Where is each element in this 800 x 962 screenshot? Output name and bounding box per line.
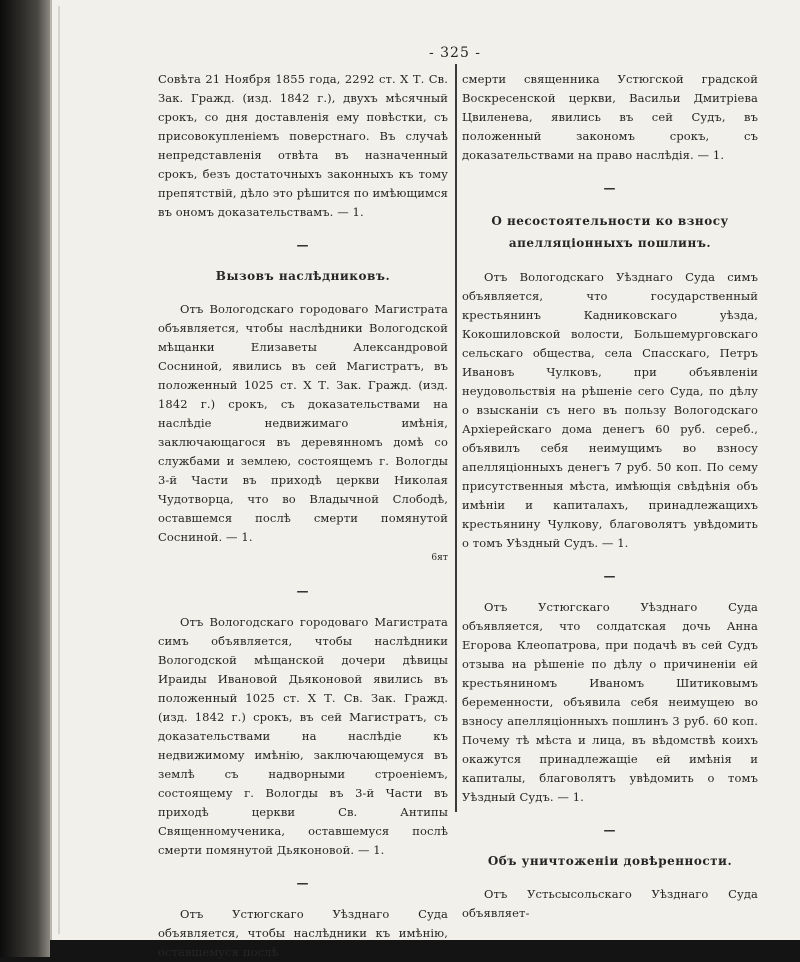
- heading-power-of-attorney: Объ уничтоженіи довѣренности.: [487, 854, 733, 868]
- page-number: - 325 -: [428, 45, 482, 61]
- separator-dash: —: [296, 584, 310, 598]
- separator-dash: —: [603, 181, 617, 195]
- notice-paragraph: Отъ Вологодскаго городоваго Магистрата объявляется, чтобы наслѣдники Вологодской мѣщанки Елизаветы Александровой Сосниной, явились въ сей Магистратъ, въ положенный 1025 ст. Х Т. Зак. Гражд. (изд. 1842 г.) срокъ, съ доказательствами на наслѣдіе недвижимаго имѣнія, заключающагося въ деревянномъ домѣ со службами и землею, состоящемъ г. Вологды 3-й Части въ приходѣ церкви Николая Чудотворца, что во Владычной Слободѣ, оставшемся послѣ смерти помянутой Сосниной. — 1.: [158, 302, 448, 544]
- notice-paragraph: Отъ Устюгскаго Уѣзднаго Суда объявляется, что солдатская дочь Анна Егорова Клеопатрова, при подачѣ въ сей Судъ отзыва на рѣшеніе по дѣлу о причиненіи ей крестьяниномъ Иваномъ Шитиковымъ беременности, объявила себя неимущею во взносу апелляціонныхъ пошлинъ 3 руб. 60 коп. Почему тѣ мѣста и лица, въ вѣдомствѣ коихъ окажутся принадлежащіе ей имѣнія и капиталы, благоволятъ увѣдомить о томъ Уѣздный Судъ. — 1.: [462, 600, 758, 804]
- page-edge: [58, 6, 60, 934]
- separator-dash: —: [296, 238, 310, 252]
- separator-dash: —: [603, 569, 617, 583]
- catchword: 6ят: [431, 553, 448, 563]
- continued-paragraph: Совѣта 21 Ноября 1855 года, 2292 ст. Х Т. Св. Зак. Гражд. (изд. 1842 г.), двухъ мѣсячный срокъ, со дня доставленія ему повѣстки, съ присовокупленіемъ поверстнаго. Въ случаѣ непредставленія отвѣта въ назначенный срокъ, безъ достаточныхъ законныхъ къ тому препятствій, дѣло это рѣшится по имѣющимся въ ономъ доказательствамъ. — 1.: [158, 72, 448, 219]
- continued-paragraph: смерти священника Устюгской градской Воскресенской церкви, Васильи Дмитріева Цвиленева, явились въ сей Судъ, въ положенный закономъ срокъ, съ доказательствами на право наслѣдія. — 1.: [462, 72, 758, 162]
- notice-paragraph: Отъ Устюгскаго Уѣзднаго Суда объявляется, чтобы наслѣдники къ имѣнію, оставшемуся послѣ: [158, 907, 448, 959]
- separator-dash: —: [603, 823, 617, 837]
- notice-paragraph: Отъ Вологодскаго городоваго Магистрата симъ объявляется, чтобы наслѣдники Вологодской мѣщанской дочери дѣвицы Ираиды Ивановой Дьяконовой явились въ положенный 1025 ст. Х Т. Св. Зак. Гражд. (изд. 1842 г.) срокъ, въ сей Магистратъ, съ доказательствами на наслѣдіе къ недвижимому имѣнію, заключающемуся въ землѣ съ надворными строеніемъ, состоящему г. Вологды въ 3-й Части въ приходѣ церкви Св. Антипы Священномученика, оставшемуся послѣ смерти помянутой Дьяконовой. — 1.: [158, 615, 448, 857]
- book-spine: [0, 0, 50, 957]
- heading-heirs-call: Вызовъ наслѣдниковъ.: [215, 269, 391, 283]
- heading-insolvency: О несостоятельности ко взносу апелляціонныхъ пошлинъ.: [491, 214, 729, 250]
- right-column: [462, 70, 758, 923]
- separator-dash: —: [296, 876, 310, 890]
- notice-paragraph: Отъ Устьсысольскаго Уѣзднаго Суда объявляет-: [462, 887, 758, 920]
- left-column: [158, 70, 448, 962]
- column-divider: [455, 64, 457, 812]
- notice-paragraph: Отъ Вологодскаго Уѣзднаго Суда симъ объявляется, что государственный крестьянинъ Кадниковскаго уѣзда, Кокошиловской волости, Большемурговскаго сельскаго общества, села Спасскаго, Петръ Ивановъ Чулковъ, при объявленіи неудовольствія на рѣшеніе сего Суда, по дѣлу о взысканіи съ него въ пользу Вологодскаго Архіерейскаго дома денегъ 60 руб. сереб., объявилъ себя неимущимъ во взносу апелляціонныхъ денегъ 7 руб. 50 коп. По сему присутственныя мѣста, имѣющія свѣдѣнія объ имѣніи и капиталахъ, принадлежащихъ крестьянину Чулкову, благоволятъ увѣдомить о томъ Уѣздный Судъ. — 1.: [462, 270, 758, 550]
